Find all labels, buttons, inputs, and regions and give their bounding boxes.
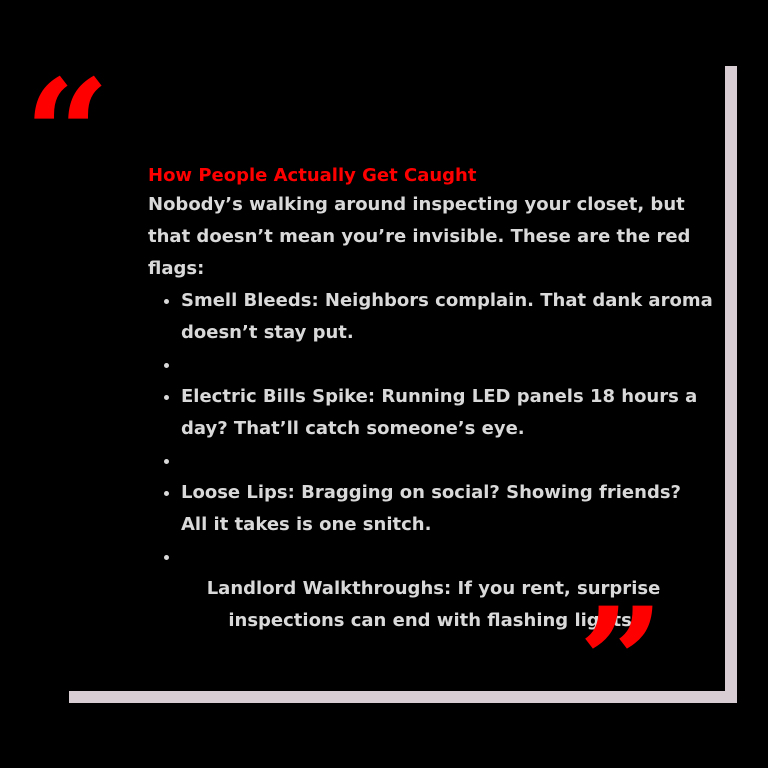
frame-right-border [725,66,737,703]
closing-paragraph: Landlord Walkthroughs: If you rent, surprise inspections can end with flashing lights. [206,578,661,631]
open-quote-icon: “ [24,47,111,223]
list-item: • Smell Bleeds: Neighbors complain. That dank aroma doesn’t stay put. [181,285,713,349]
list-item [181,445,713,477]
section-heading: How People Actually Get Caught [148,165,477,186]
list-item [181,349,713,381]
text-block [148,163,713,637]
list-item [181,541,713,573]
red-flags-list [148,285,713,573]
intro-paragraph: Nobody’s walking around inspecting your closet, but that doesn’t mean you’re invisible. These are the red flags: [148,194,691,279]
close-quote-icon: ” [578,575,665,751]
list-item: • Electric Bills Spike: Running LED panels 18 hours a day? That’ll catch someone’s eye. [181,381,713,445]
list-item: • Loose Lips: Bragging on social? Showing friends? All it takes is one snitch. [181,477,713,541]
